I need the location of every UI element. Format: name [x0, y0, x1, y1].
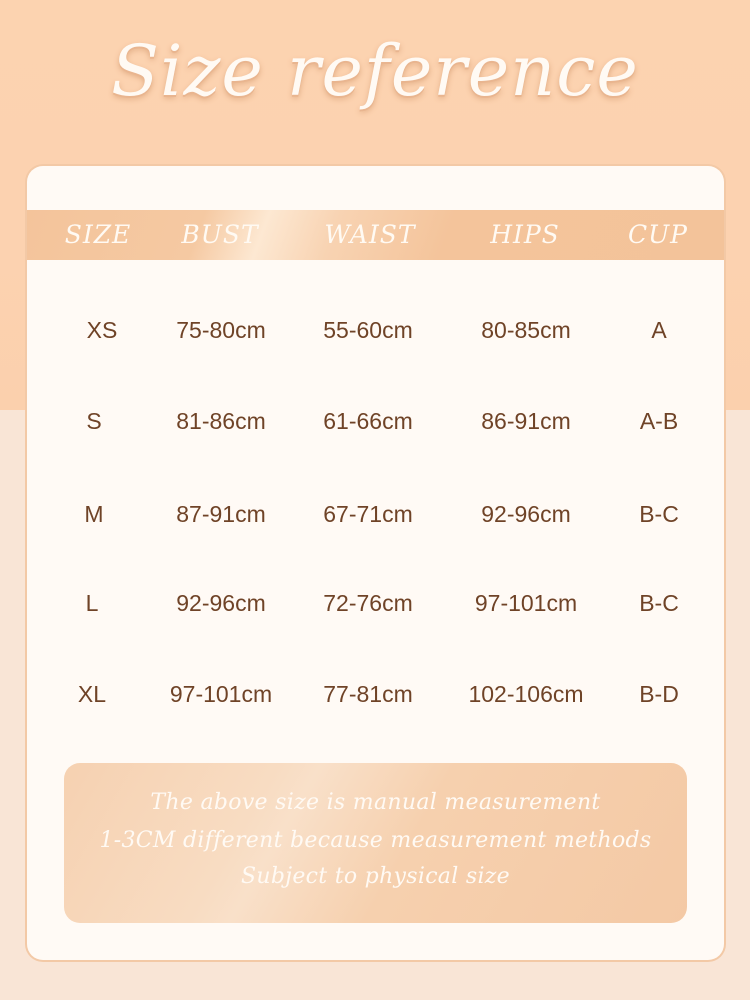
table-cell-cup: B-C [639, 590, 679, 616]
table-cell-bust: 81-86cm [176, 408, 266, 434]
table-cell-size: XL [77, 681, 107, 707]
table-cell-bust: 97-101cm [169, 681, 273, 707]
table-cell-cup: B-D [639, 681, 679, 707]
page-title: Size reference [111, 30, 639, 112]
table-cell-waist: 61-66cm [323, 408, 413, 434]
table-cell-size: M [84, 501, 104, 527]
header-size: SIZE [64, 220, 132, 249]
note-line: 1-3CM different because measurement methods [99, 828, 652, 853]
header-bust: BUST [181, 220, 259, 249]
note-line: The above size is manual measurement [150, 790, 601, 815]
table-cell-cup: A-B [639, 408, 679, 434]
note-line: Subject to physical size [240, 864, 510, 889]
table-cell-bust: 92-96cm [176, 590, 266, 616]
table-cell-bust: 75-80cm [176, 317, 266, 343]
table-cell-size: L [85, 590, 99, 616]
header-cup: CUP [627, 220, 689, 249]
table-cell-size: S [86, 408, 102, 434]
header-waist: WAIST [324, 220, 416, 249]
table-cell-bust: 87-91cm [176, 501, 266, 527]
table-cell-hips: 102-106cm [468, 681, 584, 707]
table-cell-cup: A [651, 317, 667, 343]
header-hips: HIPS [490, 220, 560, 249]
table-cell-hips: 92-96cm [481, 501, 571, 527]
table-cell-cup: B-C [639, 501, 679, 527]
table-cell-hips: 80-85cm [481, 317, 571, 343]
table-cell-size: XS [86, 317, 118, 343]
table-cell-waist: 77-81cm [323, 681, 413, 707]
table-cell-hips: 86-91cm [481, 408, 571, 434]
table-cell-waist: 67-71cm [323, 501, 413, 527]
table-cell-hips: 97-101cm [474, 590, 578, 616]
table-cell-waist: 72-76cm [323, 590, 413, 616]
table-cell-waist: 55-60cm [323, 317, 413, 343]
